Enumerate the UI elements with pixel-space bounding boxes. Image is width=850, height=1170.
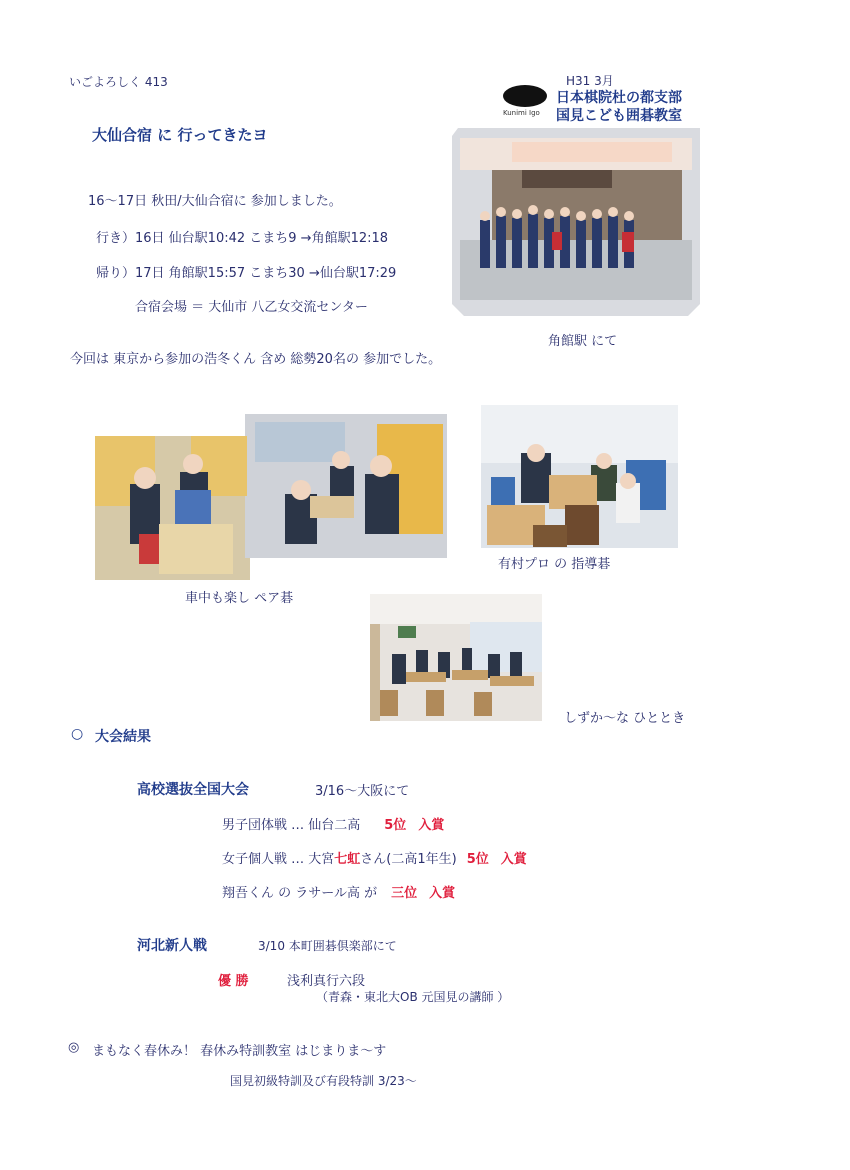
tournament-1-where: 3/16～大阪にて [315,784,410,799]
pro-teaching-photo [481,405,678,548]
page-title: 大仙合宿 に 行ってきたヨ [92,126,268,144]
result-2 [222,848,527,867]
org-name-line1: 日本棋院杜の都支部 [556,90,682,106]
tournament-2-name: 河北新人戦 [137,938,207,954]
caption-train: 車中も楽し ペア碁 [185,591,294,606]
result-3-rank: 三位 [391,886,418,901]
trip-outbound: 行き）16日 仙台駅10:42 こまち9 →角館駅12:18 [96,231,389,246]
notice-text: まもなく春休み！ 春休み特訓教室 はじまりま～す [92,1044,387,1059]
trip-return: 帰り）17日 角館駅15:57 こまち30 →仙台駅17:29 [96,266,397,281]
winner-note: （青森・東北大OB 元国見の講師 ） [316,990,510,1004]
result-3 [222,882,455,901]
results-marker: ○ [71,726,84,742]
tournament-2-where: 3/10 本町囲碁倶楽部にて [258,939,397,953]
result-2-rank: 5位 [466,852,489,867]
result-1-text: 男子団体戦 … 仙台二高 [222,818,361,833]
notice-detail: 国見初級特訓及び有段特訓 3/23～ [230,1074,417,1088]
result-2-pre: 女子個人戦 … 大宮 [222,852,335,867]
logo-text: Kunimi Igo [503,109,540,117]
result-3-award: 入賞 [429,886,456,901]
result-2-name: 七虹 [334,852,361,867]
trip-venue: 合宿会場 ＝ 大仙市 八乙女交流センター [135,300,368,315]
result-1-award: 入賞 [418,818,445,833]
issue-date: H31 3月 [566,74,614,88]
train-collage-photo [95,414,447,580]
result-1-rank: 5位 [384,818,407,833]
tournament-1-name: 高校選抜全国大会 [137,782,249,798]
trip-summary: 16～17日 秋田/大仙合宿に 参加しました。 [88,194,342,209]
results-heading: 大会結果 [95,729,151,745]
quiet-hall-photo [370,594,542,721]
winner-name: 浅利真行六段 [287,974,366,989]
station-group-photo [452,128,700,316]
org-name-line2: 国見こども囲碁教室 [556,108,682,124]
result-2-award: 入賞 [500,852,527,867]
caption-station: 角館駅 にて [548,334,618,349]
result-1 [222,814,444,833]
notice-marker: ◎ [68,1040,80,1055]
caption-quiet: しずか～な ひととき [564,711,686,726]
result-3-text: 翔吾くん の ラサール高 が [222,886,378,901]
club-logo-icon [503,85,547,107]
caption-pro: 有村プロ の 指導碁 [498,557,611,572]
trip-participants: 今回は 東京から参加の浩冬くん 含め 総勢20名の 参加でした。 [70,352,442,367]
winner-label: 優 勝 [218,974,249,989]
result-2-post: さん(二高1年生) [360,852,457,867]
newsletter-issue: いごよろしく 413 [69,75,168,89]
